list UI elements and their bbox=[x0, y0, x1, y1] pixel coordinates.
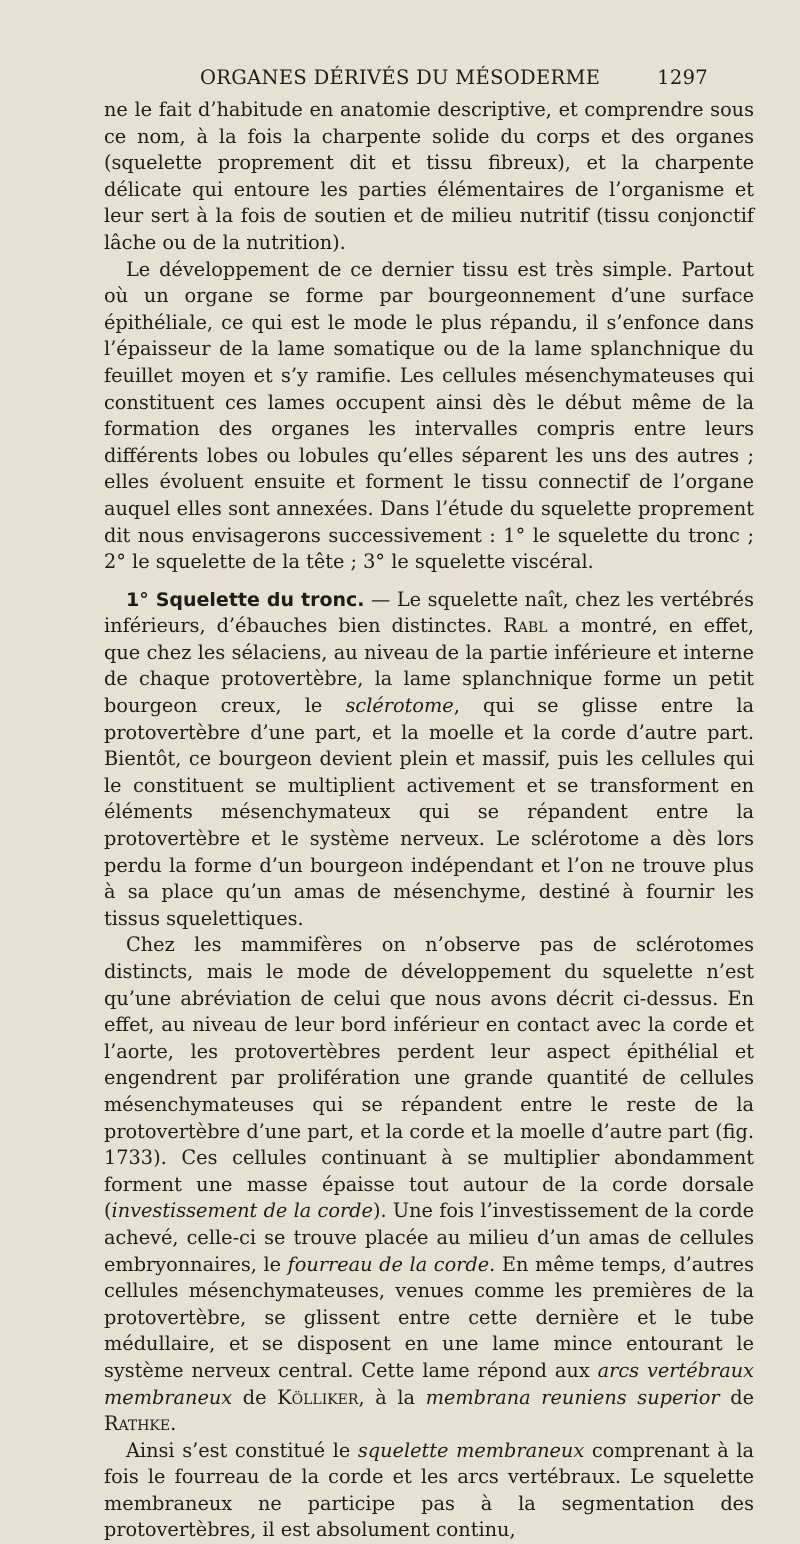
text-run: — Le squelette naît, chez les vertébrés inférieurs, d’ébauches bien distinctes. bbox=[104, 587, 754, 638]
running-title: ORGANES DÉRIVÉS DU MÉSODERME bbox=[200, 66, 601, 89]
term-italic: sclérotome bbox=[345, 694, 454, 718]
page-number: 1297 bbox=[657, 66, 708, 89]
paragraph-5 bbox=[104, 1438, 754, 1544]
term-italic: squelette membraneux bbox=[357, 1438, 585, 1462]
text-run: a montré, en effet, que chez les sélaciens, au niveau de la partie inférieure et interne de chaque protovertèbre, la lame splanchnique forme un petit bourgeon creux, le bbox=[104, 614, 754, 718]
page-body bbox=[104, 97, 754, 1544]
paragraph-1: ne le fait d’habitude en anatomie descriptive, et comprendre sous ce nom, à la fois la charpente solide du corps et des organes (squelette proprement dit et tissu fibreux), et la charpente délicate qui entoure les parties élémentaires de l’organisme et leur sert à la fois de soutien et de milieu nutritif (tissu conjonctif lâche ou de la nutrition). bbox=[104, 98, 754, 254]
text-run: , qui se glisse entre la protovertèbre d’une part, et la moelle et la corde d’autre part. Bientôt, ce bourgeon devient plein et massif, puis les cellules qui le constituent se multiplient activement et se transforment en éléments mésenchymateux qui se répandent entre la protovertèbre et le système nerveux. Le sclérotome a dès lors perdu la forme d’un bourgeon indépendant et l’on ne trouve plus à sa place qu’un amas de mésenchyme, destiné à fournir les tissus squelettiques. bbox=[104, 694, 755, 930]
text-run: comprenant à la fois le fourreau de la corde et les arcs vertébraux. Le squelette membraneux ne participe pas à la segmentation des protovertèbres, il est absolument continu, bbox=[104, 1438, 754, 1542]
term-italic: membrana reuniens superior bbox=[425, 1385, 720, 1409]
section-heading: 1° Squelette du tronc. bbox=[126, 588, 365, 611]
text-run: . En même temps, d’autres cellules mésenchymateuses, venues comme les premières de la protovertèbre, se glissent entre cette dernière et le tube médullaire, et se disposent en une lame mince entourant le système nerveux central. Cette lame répond aux bbox=[104, 1252, 754, 1382]
author-name: Rathke bbox=[104, 1412, 171, 1436]
paragraph-3 bbox=[104, 587, 754, 933]
running-header bbox=[200, 66, 708, 89]
text-run: Ainsi s’est constitué le bbox=[126, 1438, 358, 1462]
term-italic: arcs vertébraux membraneux bbox=[104, 1358, 755, 1409]
paragraph-4 bbox=[104, 932, 754, 1437]
term-italic: fourreau de la corde bbox=[287, 1252, 490, 1276]
author-name: Kölliker bbox=[277, 1385, 359, 1409]
text-run: Chez les mammifères on n’observe pas de sclérotomes distincts, mais le mode de développement du squelette n’est qu’une abréviation de celui que nous avons décrit ci-dessus. En effet, au niveau de leur bord inférieur en contact avec la corde et l’aorte, les protovertèbres perdent leur aspect épithélial et engendrent par prolifération une grande quantité de cellules mésenchymateuses qui se répandent entre le reste de la protovertèbre d’une part, et la corde et la moelle d’autre part (fig. 1733). Ces cellules continuant à se multiplier abondamment forment une masse épaisse tout autour de la corde dorsale ( bbox=[104, 933, 754, 1223]
text-run: de bbox=[719, 1385, 754, 1409]
author-name: Rabl bbox=[503, 614, 548, 638]
text-run: de bbox=[232, 1385, 278, 1409]
text-run: . bbox=[170, 1412, 177, 1436]
text-run: ). Une fois l’investissement de la corde achevé, celle-ci se trouve placée au milieu d’un amas de cellules embryonnaires, le bbox=[104, 1199, 755, 1276]
term-italic: investissement de la corde bbox=[111, 1199, 373, 1223]
paragraph-2: Le développement de ce dernier tissu est très simple. Partout où un organe se forme par bourgeonnement d’une surface épithéliale, ce qui est le mode le plus répandu, il s’enfonce dans l’épaisseur de la lame somatique ou de la lame splanchnique du feuillet moyen et s’y ramifie. Les cellules mésenchymateuses qui constituent ces lames occupent ainsi dès le début même de la formation des organes les intervalles compris entre leurs différents lobes ou lobules qu’elles séparent les uns des autres ; elles évoluent ensuite et forment le tissu connectif de l’organe auquel elles sont annexées. Dans l’étude du squelette proprement dit nous envisagerons successivement : 1° le squelette du tronc ; 2° le squelette de la tête ; 3° le squelette viscéral. bbox=[104, 257, 754, 574]
text-run: , à la bbox=[358, 1385, 426, 1409]
